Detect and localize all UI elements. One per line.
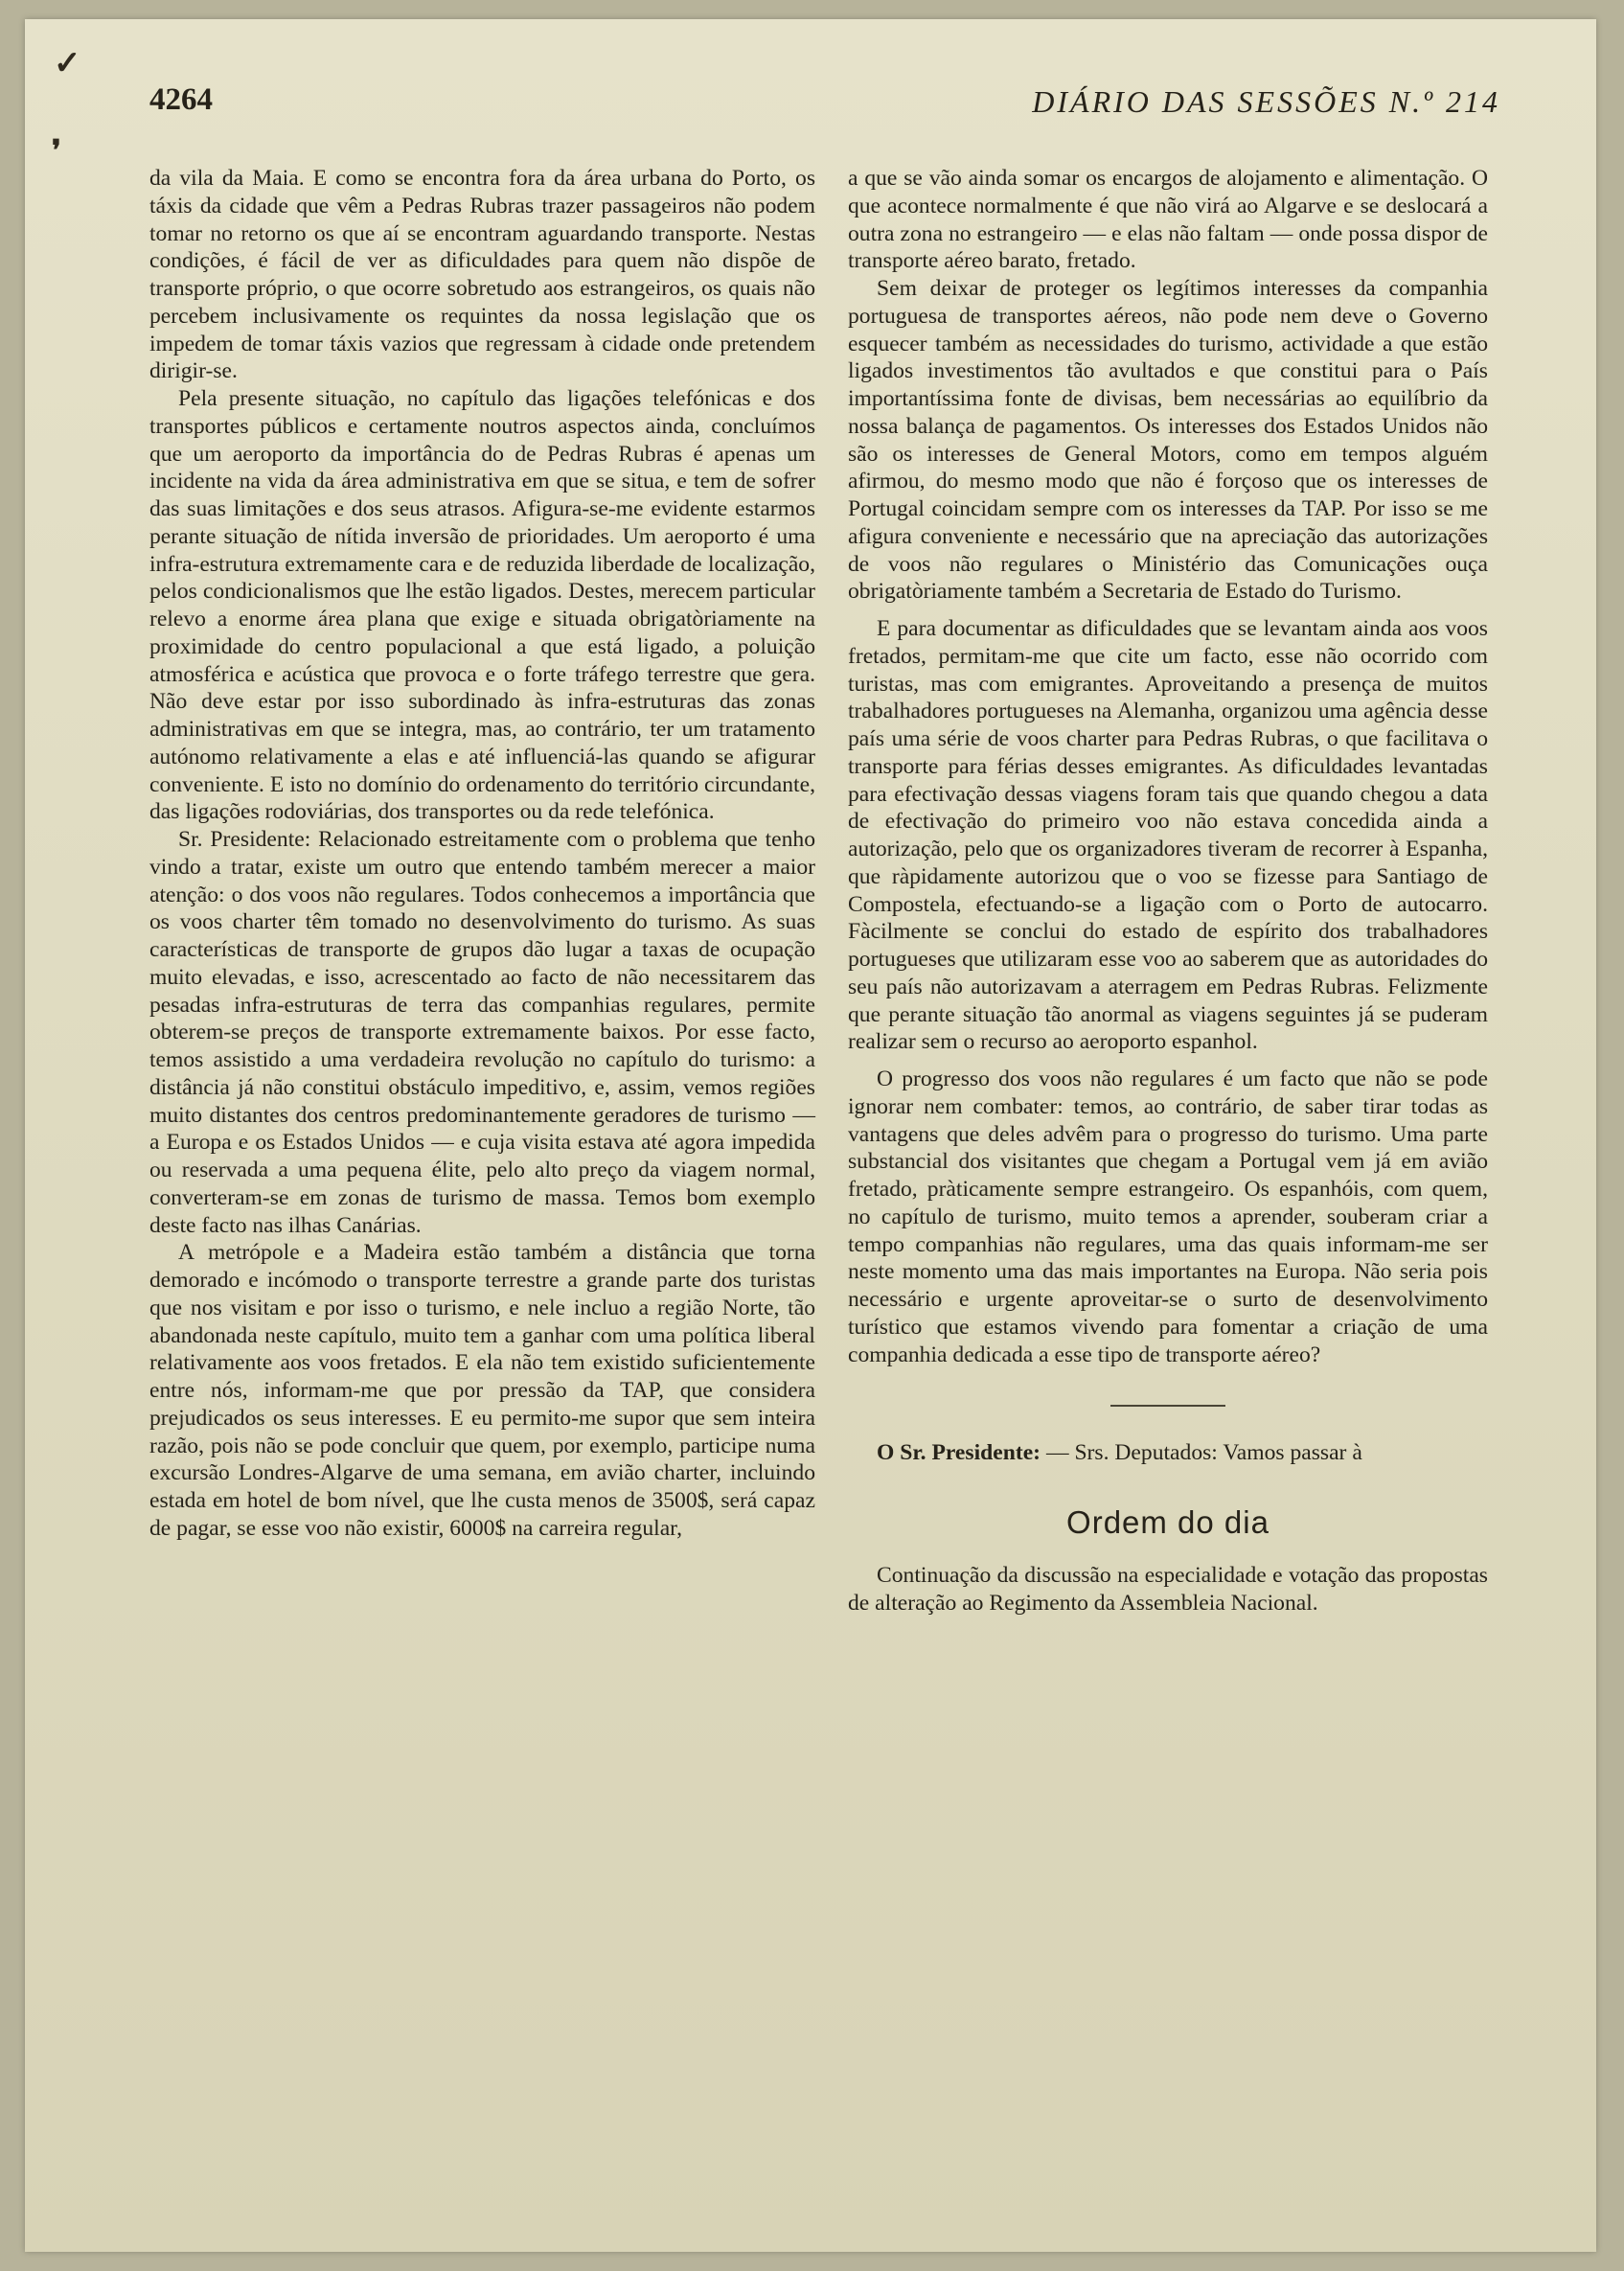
paragraph: Sr. Presidente: Relacionado estreitamente com o problema que tenho vindo a tratar, existe um outro que entendo também merecer a maior atenção: o dos voos não regulares. Todos conhecemos a importância que os voos charter têm tomado no desenvolvimento do turismo. As suas características de transporte de grupos dão lugar a taxas de ocupação muito elevadas, e isso, acrescentado ao facto de não necessitarem das pesadas infra-estruturas de terra das companhias regulares, permite obterem-se preços de transporte extremamente baixos. Por esse facto, temos assistido a uma verdadeira revolução no capítulo do turismo: a distância já não constitui obstáculo impeditivo, e, assim, vemos regiões muito distantes dos centros predominantemente geradores de turismo — a Europa e os Estados Unidos — e cuja visita estava até agora impedida ou reservada a uma pequena élite, pelo alto preço da viagem normal, converteram-se em zonas de turismo de massa. Temos bom exemplo deste facto nas ilhas Canárias. <box>149 827 815 1238</box>
paragraph: a que se vão ainda somar os encargos de alojamento e alimentação. O que acontece normalmente é que não virá ao Algarve e se deslocará a outra zona no estrangeiro — e elas não faltam — onde possa dispor de transporte aéreo barato, fretado. <box>848 166 1488 274</box>
speaker-text: — Srs. Deputados: Vamos passar à <box>1041 1440 1362 1466</box>
journal-title: DIÁRIO DAS SESSÕES N.º 214 <box>1032 84 1500 119</box>
right-column <box>848 165 1488 1617</box>
section-description: Continuação da discussão na especialidade e votação das propostas de alteração ao Regimento da Assembleia Nacional. <box>848 1562 1488 1616</box>
paragraph: A metrópole e a Madeira estão também a distância que torna demorado e incómodo o transporte terrestre a grande parte dos turistas que nos visitam e por isso o turismo, e nele incluo a região Norte, tão abandonada neste capítulo, muito tem a ganhar com uma política liberal relativamente aos voos fretados. E ela não tem existido suficientemente entre nós, informam-me que por pressão da TAP, que considera prejudicados os seus interesses. E eu permito-me supor que sem inteira razão, pois não se pode concluir que quem, por exemplo, participe numa excursão Londres-Algarve de uma semana, em avião charter, incluindo estada em hotel de bom nível, que lhe custa menos de 3500$, será capaz de pagar, se esse voo não existir, 6000$ na carreira regular, <box>149 1240 815 1541</box>
paragraph: O progresso dos voos não regulares é um facto que não se pode ignorar nem combater: temos, ao contrário, de saber tirar todas as vantagens que deles advêm para o progresso do turismo. Uma parte substancial dos visitantes que chegam a Portugal vem já em avião fretado, pràticamente sempre estrangeiro. Os espanhóis, com quem, no capítulo de turismo, muito temos a aprender, souberam criar a tempo companhias não regulares, uma das quais informam-me ser neste momento uma das mais importantes na Europa. Não seria pois necessário e urgente aproveitar-se o surto de desenvolvimento turístico que estamos vivendo para fomentar a criação de uma companhia dedicada a esse tipo de transporte aéreo? <box>848 1067 1488 1367</box>
margin-check-mark: ✓ <box>54 46 81 81</box>
paragraph: Pela presente situação, no capítulo das ligações telefónicas e dos transportes públicos e certamente noutros aspectos ainda, concluímos que um aeroporto da importância do de Pedras Rubras é apenas um incidente na vida da área administrativa em que se situa, e tem de sofrer das suas limitações e dos seus atrasos. Afigura-se-me evidente estarmos perante situação de nítida inversão de prioridades. Um aeroporto é uma infra-estrutura extremamente cara e de reduzida liberdade de localização, pelos condicionalismos que lhe estão ligados. Destes, merecem particular relevo a enorme área plana que exige e situada obrigatòriamente na proximidade do centro populacional a que está ligado, a poluição atmosférica e acústica que provoca e o forte tráfego terrestre que gera. Não deve estar por isso subordinado às infra-estruturas das zonas administrativas em que se integra, mas, ao contrário, ter um tratamento autónomo relativamente a elas e até influenciá-las quando se afigurar conveniente. E isto no domínio do ordenamento do território circundante, das ligações rodoviárias, dos transportes ou da rede telefónica. <box>149 386 815 825</box>
presidente-statement <box>848 1439 1488 1467</box>
left-column <box>149 165 815 1543</box>
paragraph: da vila da Maia. E como se encontra fora da área urbana do Porto, os táxis da cidade que vêm a Pedras Rubras trazer passageiros não podem tomar no retorno os que aí se encontram aguardando transporte. Nestas condições, é fácil de ver as dificuldades para quem não dispõe de transporte próprio, o que ocorre sobretudo aos estrangeiros, os quais não percebem inclusivamente os requintes da nossa legislação que os impedem de tomar táxis vazios que regressam à cidade onde pretendem dirigir-se. <box>149 166 815 384</box>
margin-tick-mark: ❜ <box>52 135 61 167</box>
paragraph: E para documentar as dificuldades que se levantam ainda aos voos fretados, permitam-me que cite um facto, esse não ocorrido com turistas, mas com emigrantes. Aproveitando a presença de muitos trabalhadores portugueses na Alemanha, organizou uma agência desse país uma série de voos charter para Pedras Rubras, o que facilitava o transporte para férias desses emigrantes. As dificuldades levantadas para efectivação dessas viagens foram tais que quando chegou a data de efectivação do primeiro voo não estava concedida ainda a autorização, pelo que os organizadores tiveram de recorrer à Espanha, que ràpidamente autorizou que o voo se fizesse para Santiago de Compostela, efectuando-se a ligação com o Porto de autocarro. Fàcilmente se conclui do estado de espírito dos trabalhadores portugueses que utilizaram esse voo ao saberem que as autoridades do seu país não autorizavam a aterragem em Pedras Rubras. Felizmente que perante situação tão anormal as viagens seguintes já se puderam realizar sem o recurso ao aeroporto espanhol. <box>848 616 1488 1055</box>
page-number: 4264 <box>149 82 213 117</box>
page-header <box>149 82 1500 140</box>
section-divider <box>1110 1405 1225 1407</box>
paragraph: Sem deixar de proteger os legítimos interesses da companhia portuguesa de transportes aéreos, não pode nem deve o Governo esquecer também as necessidades do turismo, actividade a que estão ligados investimentos tão avultados e que constitui para o País importantíssima fonte de divisas, bem necessárias ao equilíbrio da nossa balança de pagamentos. Os interesses dos Estados Unidos não são os interesses de General Motors, como em tempos alguém afirmou, do mesmo modo que não é forçoso que os interesses de Portugal coincidam sempre com os interesses da TAP. Por isso se me afigura conveniente e necessário que na apreciação das autorizações de voos não regulares o Ministério das Comunicações ouça obrigatòriamente também a Secretaria de Estado do Turismo. <box>848 276 1488 605</box>
speaker-name: O Sr. Presidente: <box>877 1440 1041 1466</box>
section-heading: Ordem do dia <box>1066 1504 1269 1540</box>
